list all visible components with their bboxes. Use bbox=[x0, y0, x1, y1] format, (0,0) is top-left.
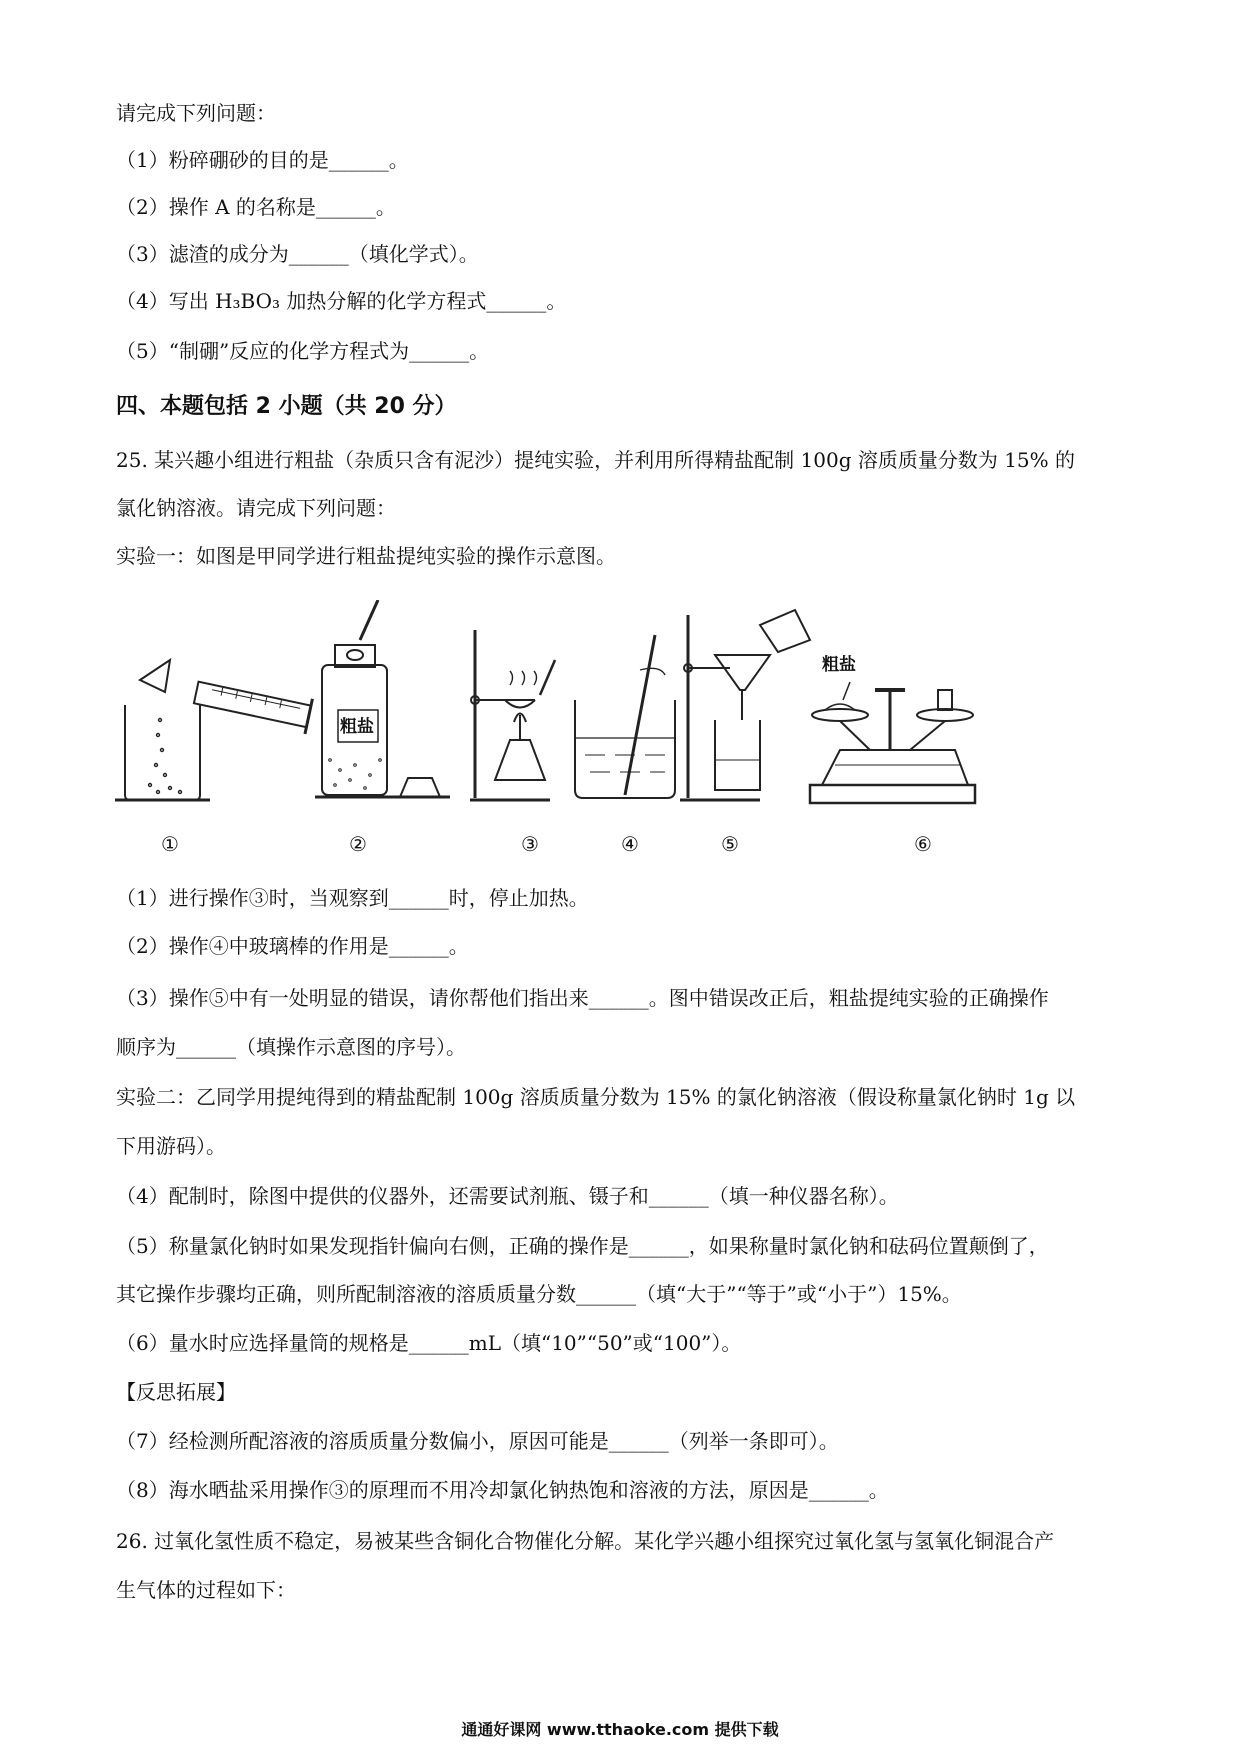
experiment-q4: （4）配制时，除图中提供的仪器外，还需要试剂瓶、镊子和______（填一种仪器名称）。 bbox=[116, 1184, 899, 1208]
operation-1-dissolve bbox=[115, 660, 312, 800]
apparatus-illustration bbox=[110, 600, 1130, 825]
experiment-q5-line-1: （5）称量氯化钠时如果发现指针偏向右侧，正确的操作是______，如果称量时氯化钠和砝码位置颠倒了， bbox=[116, 1234, 1049, 1258]
question-2: （2）操作 A 的名称是______。 bbox=[116, 195, 396, 219]
question-5: （5）“制硼”反应的化学方程式为______。 bbox=[116, 339, 490, 363]
experiment-q2: （2）操作④中玻璃棒的作用是______。 bbox=[116, 934, 469, 958]
experiment-two-line-1: 实验二：乙同学用提纯得到的精盐配制 100g 溶质质量分数为 15% 的氯化钠溶液（假设称量氯化钠时 1g 以 bbox=[116, 1085, 1076, 1109]
balance-label: 粗盐 bbox=[822, 655, 856, 675]
problem-26-line-1: 26. 过氧化氢性质不稳定，易被某些含铜化合物催化分解。某化学兴趣小组探究过氧化氢与氢氧化铜混合产 bbox=[116, 1529, 1055, 1553]
experiment-two-line-2: 下用游码）。 bbox=[116, 1134, 226, 1158]
operation-2-take-salt bbox=[315, 600, 450, 797]
figure-label-6: ⑥ bbox=[914, 832, 932, 856]
question-1: （1）粉碎硼砂的目的是______。 bbox=[116, 148, 409, 172]
bottle-label: 粗盐 bbox=[340, 717, 374, 737]
page-footer: 通通好课网 www.tthaoke.com 提供下载 bbox=[461, 1720, 779, 1739]
operation-4-stir bbox=[575, 635, 675, 798]
experiment-q7: （7）经检测所配溶液的溶质质量分数偏小，原因可能是______（列举一条即可）。 bbox=[116, 1429, 839, 1453]
figure-label-3: ③ bbox=[521, 832, 539, 856]
figure-label-4: ④ bbox=[621, 832, 639, 856]
experiment-q3-line-1: （3）操作⑤中有一处明显的错误，请你帮他们指出来______。图中错误改正后，粗盐提纯实验的正确操作 bbox=[116, 986, 1049, 1010]
question-3: （3）滤渣的成分为______（填化学式）。 bbox=[116, 242, 479, 266]
problem-26-line-2: 生气体的过程如下： bbox=[116, 1578, 296, 1602]
experiment-one-intro: 实验一：如图是甲同学进行粗盐提纯实验的操作示意图。 bbox=[116, 544, 616, 568]
section-heading: 四、本题包括 2 小题（共 20 分） bbox=[116, 394, 457, 419]
experiment-q8: （8）海水晒盐采用操作③的原理而不用冷却氯化钠热饱和溶液的方法，原因是______。 bbox=[116, 1478, 889, 1502]
operation-5-filter bbox=[680, 610, 810, 800]
prompt-line: 请完成下列问题： bbox=[116, 101, 276, 125]
figure-label-2: ② bbox=[349, 832, 367, 856]
figure-label-1: ① bbox=[161, 832, 179, 856]
operation-3-evaporate bbox=[470, 630, 555, 800]
apparatus-figure bbox=[110, 600, 1130, 860]
question-4: （4）写出 H₃BO₃ 加热分解的化学方程式______。 bbox=[116, 289, 567, 313]
experiment-q1: （1）进行操作③时，当观察到______时，停止加热。 bbox=[116, 886, 589, 910]
experiment-q5-line-2: 其它操作步骤均正确，则所配制溶液的溶质质量分数______（填“大于”“等于”或“小于”）15%。 bbox=[116, 1282, 962, 1306]
operation-6-weigh bbox=[810, 682, 975, 803]
reflection-heading: 【反思拓展】 bbox=[116, 1380, 236, 1404]
problem-25-line-2: 氯化钠溶液。请完成下列问题： bbox=[116, 496, 396, 520]
problem-25-line-1: 25. 某兴趣小组进行粗盐（杂质只含有泥沙）提纯实验，并利用所得精盐配制 100g 溶质质量分数为 15% 的 bbox=[116, 448, 1076, 472]
experiment-q6: （6）量水时应选择量筒的规格是______mL（填“10”“50”或“100”）。 bbox=[116, 1331, 742, 1355]
figure-label-5: ⑤ bbox=[721, 832, 739, 856]
experiment-q3-line-2: 顺序为______（填操作示意图的序号）。 bbox=[116, 1035, 466, 1059]
